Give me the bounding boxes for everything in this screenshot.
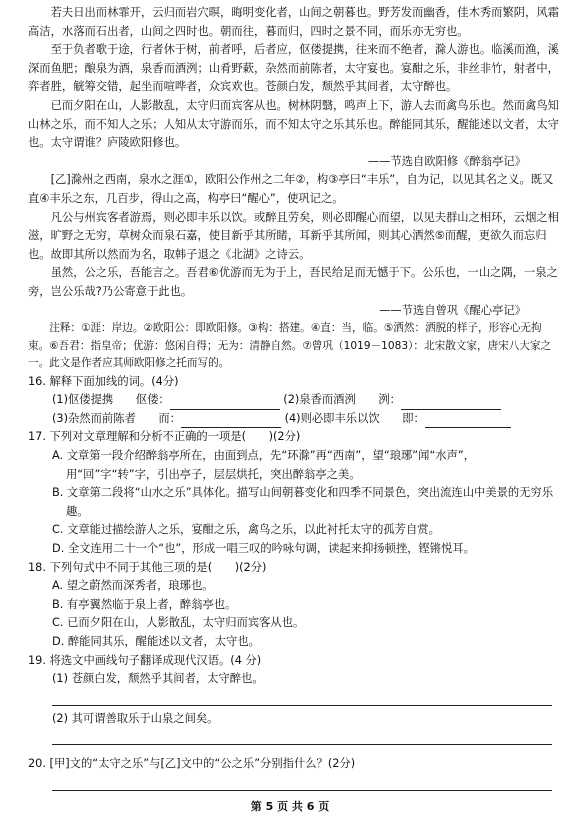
question-19-item-2: (2) 其可谓善取乐于山泉之间矣。 bbox=[52, 711, 219, 725]
passage-a-para-2: 至于负者歌于途，行者休于树，前者呼，后者应，伛偻提携，往来而不绝者，滁人游也。临溪而渔，溪深而鱼肥；酿泉为酒，泉香而酒洌；山肴野蔌，杂然而前陈者，太守宴也。宴酣之乐，非丝非竹，射者中，弈者胜，觥筹交错，起坐而喧哗者，众宾欢也。苍颜白发，颓然乎其间者，太守醉也。 bbox=[28, 43, 559, 94]
question-16-item-1: (1)伛偻提携 伛偻： bbox=[52, 393, 170, 407]
passage-b-para-1: [乙]滁州之西南，泉水之涯①，欧阳公作州之二年②，构③亭曰“丰乐”，自为记，以见其名之义。既又直④丰乐之东，几百步，得山之高，构亭曰“醒心”，使巩记之。 bbox=[28, 173, 554, 205]
question-16-stem: 16. 解释下面加线的词。(4分) bbox=[28, 374, 179, 388]
question-16-item-2: (2)泉香而酒洌 洌： bbox=[283, 393, 401, 407]
passage-a-source: ——节选自欧阳修《醉翁亭记》 bbox=[367, 154, 526, 168]
question-18-stem: 18. 下列句式中不同于其他三项的是( )(2分) bbox=[28, 560, 267, 574]
passage-a-para-1: 若夫日出而林霏开，云归而岩穴暝，晦明变化者，山间之朝暮也。野芳发而幽香，佳木秀而繁阴，风霜高洁，水落而石出者，山间之四时也。朝而往，暮而归，四时之景不同，而乐亦无穷也。 bbox=[28, 6, 559, 38]
passage-b-para-3: 虽然，公之乐，吾能言之。吾君⑥优游而无为于上，吾民给足而无憾于下。公乐也，一山之隅，一泉之旁，岂公乐哉?乃公寄意于此也。 bbox=[28, 266, 558, 298]
answer-blank-16-2[interactable] bbox=[401, 396, 501, 410]
answer-line-20[interactable] bbox=[52, 780, 552, 791]
question-18-option-d: D. 醉能同其乐，醒能述以文者，太守也。 bbox=[52, 634, 260, 648]
question-16-item-4: (4)则必即丰乐以饮 即： bbox=[284, 411, 425, 425]
question-17-option-b: B. 文章第二段将“山水之乐”具体化。描写山间朝暮变化和四季不同景色，突出流连山中美景的无穷乐趣。 bbox=[52, 486, 554, 518]
answer-line-19-2[interactable] bbox=[52, 734, 552, 745]
annotations: 注释：①涯：岸边。②欧阳公：即欧阳修。③构：搭建。④直：当，临。⑤洒然：洒脱的样子，形容心无拘束。⑥吾君：指皇帝；优游：悠闲自得；无为：清静自然。⑦曾巩（1019－1083）：北宋散文家，唐宋八大家之一。此文是作者应其师欧阳修之托而写的。 bbox=[28, 322, 552, 370]
question-19-item-1: (1) 苍颜白发，颓然乎其间者，太守醉也。 bbox=[52, 672, 264, 686]
question-16-row-1 bbox=[52, 391, 560, 410]
question-17-option-c: C. 文章能过描绘游人之乐，宴酣之乐，禽鸟之乐，以此衬托太守的孤芳自赏。 bbox=[52, 523, 440, 537]
passage-b-para-2: 凡公与州宾客者游焉，则必即丰乐以饮。或醉且劳矣，则必即醒心而望，以见夫群山之相环，云烟之相滋，旷野之无穷，草树众而泉石嘉，使目新乎其所睹，耳新乎其所闻，则其心洒然⑤而醒，更欲久而忘归也。故即其所以然而为名，取韩子退之《北湖》之诗云。 bbox=[28, 210, 559, 261]
question-18-option-b: B. 有亭翼然临于泉上者，醉翁亭也。 bbox=[52, 597, 237, 611]
question-17-option-a: A. 文章第一段介绍醉翁亭所在，由面到点，先“环滁”再“西南”，望“琅琊”闻“水声”，用“回”字“转”字，引出亭子，层层烘托，突出醉翁亭之美。 bbox=[52, 448, 476, 481]
question-18-option-c: C. 已而夕阳在山，人影散乱，太守归而宾客从也。 bbox=[52, 616, 305, 630]
question-16-row-2 bbox=[52, 410, 560, 429]
page-footer: 第 5 页 共 6 页 bbox=[250, 800, 330, 814]
question-20-stem: 20. [甲]文的“太守之乐”与[乙]文中的“公之乐”分别指什么？(2分) bbox=[28, 757, 356, 771]
question-17-option-d: D. 全文连用二十一个“也”，形成一唱三叹的吟咏句调，读起来抑扬顿挫，铿锵悦耳。 bbox=[52, 541, 475, 555]
answer-blank-16-3[interactable] bbox=[181, 414, 281, 428]
passage-a-para-3: 已而夕阳在山，人影散乱，太守归而宾客从也。树林阴翳，鸣声上下，游人去而禽鸟乐也。然而禽鸟知山林之乐，而不知人之乐；人知从太守游而乐，而不知太守之乐其乐也。醉能同其乐，醒能述以文者，太守也。太守谓谁？庐陵欧阳修也。 bbox=[28, 98, 559, 150]
answer-line-19-1[interactable] bbox=[52, 695, 552, 706]
question-18-option-a: A. 望之蔚然而深秀者，琅琊也。 bbox=[52, 579, 214, 593]
question-16-item-3: (3)杂然而前陈者 而： bbox=[52, 411, 181, 425]
answer-blank-16-4[interactable] bbox=[425, 414, 511, 428]
answer-blank-16-1[interactable] bbox=[170, 396, 280, 410]
passage-b-source: ——节选自曾巩《醒心亭记》 bbox=[379, 303, 526, 317]
question-17-stem: 17. 下列对文章理解和分析不正确的一项是( )(2分) bbox=[28, 430, 301, 444]
question-19-stem: 19. 将选文中画线句子翻译成现代汉语。(4 分) bbox=[28, 653, 262, 667]
